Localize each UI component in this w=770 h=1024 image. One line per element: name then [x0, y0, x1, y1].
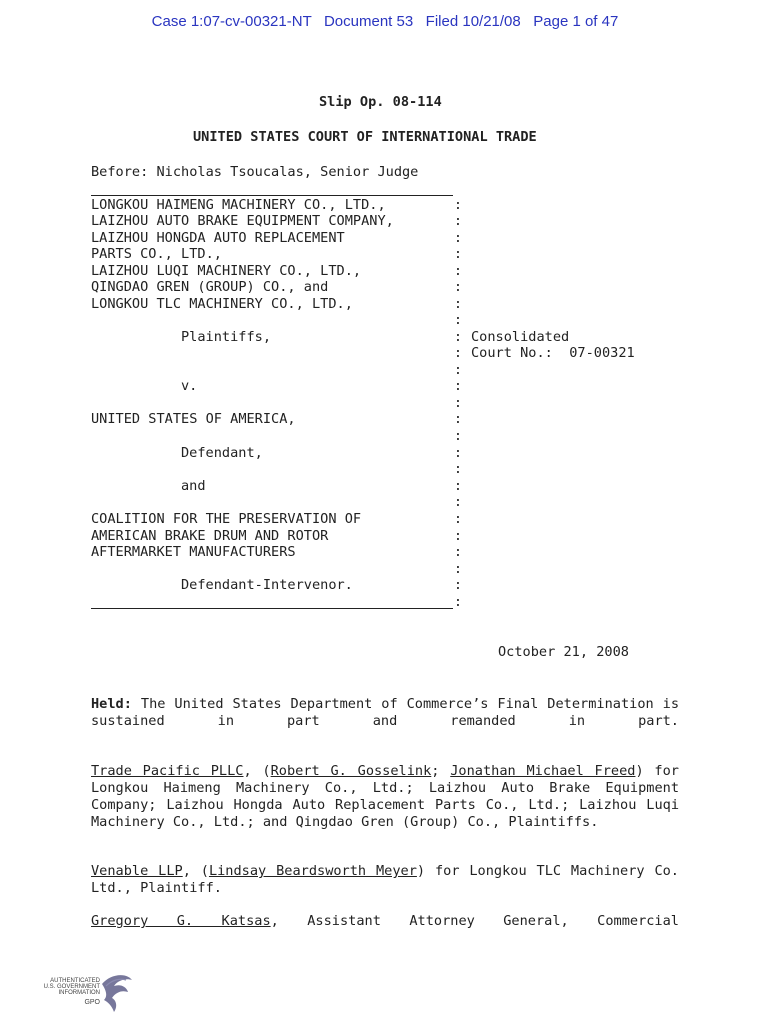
- caption-colon: :: [453, 312, 463, 328]
- caption-colon: :: [453, 213, 463, 229]
- before-judge: Before: Nicholas Tsoucalas, Senior Judge: [91, 164, 419, 180]
- eagle-icon: [96, 970, 136, 1014]
- caption-colon: :: [453, 544, 463, 560]
- slip-op: Slip Op. 08-114: [319, 94, 442, 110]
- court-number: Court No.: 07-00321: [471, 345, 635, 361]
- caption-colon: :: [453, 445, 463, 461]
- plaintiff-line: LONGKOU HAIMENG MACHINERY CO., LTD.,: [91, 197, 386, 213]
- caption-colon: :: [453, 577, 463, 593]
- plaintiffs-label: Plaintiffs,: [181, 329, 272, 345]
- logo-line: INFORMATION: [58, 990, 100, 996]
- venable-clients: for Longkou TLC Machinery Co. Ltd., Plaintiff.: [91, 863, 679, 896]
- attorney-meyer: Lindsay Beardsworth Meyer: [208, 863, 417, 879]
- caption-colon: :: [453, 378, 463, 394]
- caption-colon: :: [453, 246, 463, 262]
- caption-colon: :: [453, 197, 463, 213]
- held-line-1: [91, 696, 679, 730]
- case-header: Case 1:07-cv-00321-NT Document 53 Filed 10/21/08 Page 1 of 47: [151, 13, 619, 30]
- intervenor-line: COALITION FOR THE PRESERVATION OF: [91, 511, 362, 527]
- caption-colon: :: [453, 478, 463, 494]
- caption-bottom-rule: [91, 608, 453, 609]
- plaintiff-line: LAIZHOU LUQI MACHINERY CO., LTD.,: [91, 263, 362, 279]
- counsel-venable: Venable LLP, (Lindsay Beardsworth Meyer) for Longkou TLC Machinery Co. Ltd., Plaintiff.: [91, 863, 679, 896]
- caption-colon: :: [453, 395, 463, 411]
- trade-pacific-clients: for Longkou Haimeng Machinery Co., Ltd.; Laizhou Auto Brake Equipment Company; Laizhou Hongda Auto Replacement Parts Co., Ltd.; Laizhou Luqi Machinery Co., Ltd.; and Qingdao Gren (Group) Co., Plaintiffs.: [91, 763, 679, 830]
- caption-colon: :: [453, 329, 463, 345]
- firm-trade-pacific: Trade Pacific PLLC: [91, 763, 244, 779]
- firm-venable: Venable LLP: [91, 863, 183, 879]
- caption-colon: :: [453, 263, 463, 279]
- logo-line: U.S. GOVERNMENT: [43, 984, 100, 990]
- versus: v.: [181, 378, 198, 394]
- caption-colon: :: [453, 494, 463, 510]
- caption-top-rule: [91, 195, 453, 196]
- caption-colon: :: [453, 362, 463, 378]
- caption-colon: :: [453, 411, 463, 427]
- plaintiff-line: LAIZHOU AUTO BRAKE EQUIPMENT COMPANY,: [91, 213, 394, 229]
- counsel-trade-pacific: Trade Pacific PLLC, (Robert G. Gosselink; Jonathan Michael Freed) for Longkou Haimeng Machinery Co., Ltd.; Laizhou Auto Brake Equipment Company; Laizhou Hongda Auto Replacement Parts Co., Ltd.; Laizhou Luqi Machinery Co., Ltd.; and Qingdao Gren (Group) Co., Plaintiffs.: [91, 763, 679, 830]
- held-label: Held:: [91, 696, 132, 712]
- plaintiff-line: QINGDAO GREN (GROUP) CO., and: [91, 279, 329, 295]
- caption-colon: :: [453, 230, 463, 246]
- caption-colon: :: [453, 528, 463, 544]
- counsel-katsas: Gregory G. Katsas, Assistant Attorney General, Commercial: [91, 913, 679, 929]
- caption-colon: :: [453, 561, 463, 577]
- logo-line: GPO: [84, 999, 100, 1006]
- plaintiff-line: PARTS CO., LTD.,: [91, 246, 222, 262]
- attorney-gosselink: Robert G. Gosselink: [270, 763, 432, 779]
- caption-colon: :: [453, 428, 463, 444]
- intervenor-label: Defendant-Intervenor.: [181, 577, 353, 593]
- caption-colon: :: [453, 461, 463, 477]
- defendant-label: Defendant,: [181, 445, 263, 461]
- caption-colon: :: [453, 594, 463, 610]
- and-word: and: [181, 478, 206, 494]
- attorney-katsas: Gregory G. Katsas: [91, 913, 271, 929]
- defendant-name: UNITED STATES OF AMERICA,: [91, 411, 296, 427]
- attorney-freed: Jonathan Michael Freed: [450, 763, 636, 779]
- logo-line: AUTHENTICATED: [50, 978, 100, 984]
- court-title: UNITED STATES COURT OF INTERNATIONAL TRADE: [193, 129, 537, 145]
- caption-colon: :: [453, 296, 463, 312]
- caption-colon: :: [453, 345, 463, 361]
- gpo-authentication-logo: [40, 970, 132, 1014]
- consolidated-label: Consolidated: [471, 329, 570, 345]
- caption-colon: :: [453, 279, 463, 295]
- plaintiff-line: LAIZHOU HONGDA AUTO REPLACEMENT: [91, 230, 345, 246]
- plaintiff-line: LONGKOU TLC MACHINERY CO., LTD.,: [91, 296, 353, 312]
- caption-colon: :: [453, 511, 463, 527]
- intervenor-line: AMERICAN BRAKE DRUM AND ROTOR: [91, 528, 329, 544]
- held-text: The United States Department of Commerce’s Final Determination is sustained in part and remanded in part.: [91, 696, 680, 729]
- katsas-title: Assistant Attorney General, Commercial: [307, 913, 679, 929]
- intervenor-line: AFTERMARKET MANUFACTURERS: [91, 544, 296, 560]
- decision-date: October 21, 2008: [498, 644, 629, 660]
